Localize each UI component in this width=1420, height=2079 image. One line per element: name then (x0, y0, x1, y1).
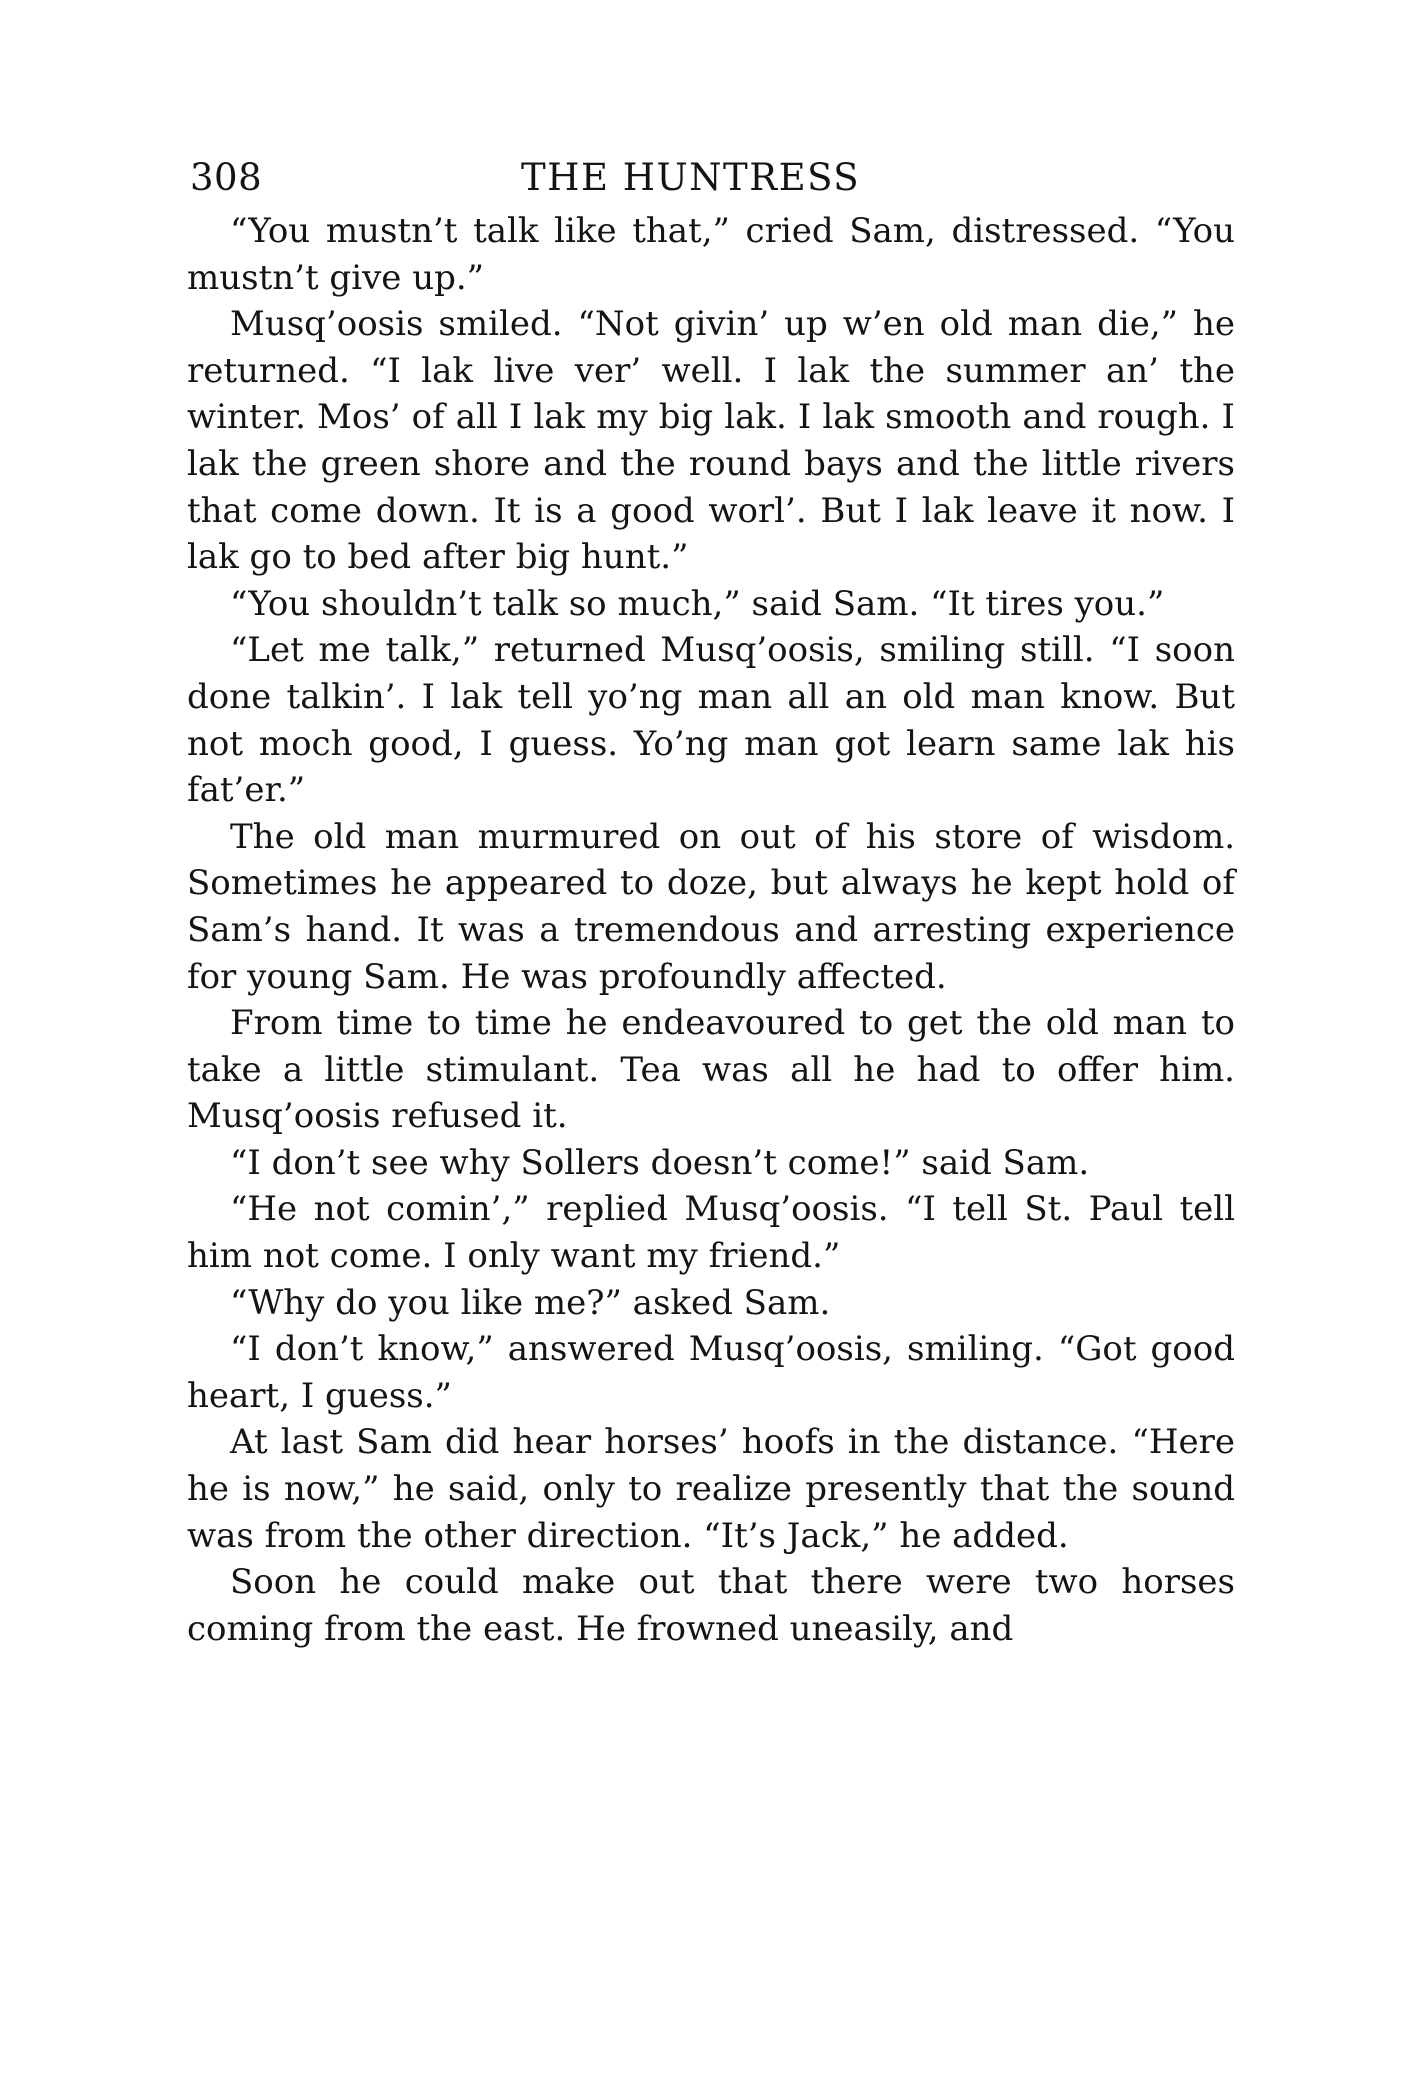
running-head (187, 150, 1235, 206)
paragraph: From time to time he endeavoured to get the old man to take a little stimulant. Tea was all he had to offer him. Musq’oosis refused it. (187, 1003, 1235, 1137)
running-title: THE HUNTRESS (521, 156, 861, 199)
paragraph: “You mustn’t talk like that,” cried Sam, distressed. “You mustn’t give up.” (187, 211, 1235, 298)
book-page (187, 150, 1235, 1652)
paragraph: “Why do you like me?” asked Sam. (230, 1282, 831, 1323)
body-text (187, 208, 1235, 1652)
paragraph: At last Sam did hear horses’ hoofs in the distance. “Here he is now,” he said, only to realize presently that the sound was from the other direction. “It’s Jack,” he added. (187, 1422, 1235, 1556)
paragraph: “You shouldn’t talk so much,” said Sam. “It tires you.” (230, 583, 1165, 624)
paragraph: The old man murmured on out of his store of wisdom. Sometimes he appeared to doze, but always he kept hold of Sam’s hand. It was a tremendous and arresting experience for young Sam. He was profoundly affected. (187, 816, 1235, 997)
paragraph: “He not comin’,” replied Musq’oosis. “I tell St. Paul tell him not come. I only want my friend.” (187, 1189, 1235, 1277)
paragraph: “I don’t know,” answered Musq’oosis, smiling. “Got good heart, I guess.” (187, 1329, 1235, 1416)
page-number: 308 (190, 156, 263, 199)
paragraph: “Let me talk,” returned Musq’oosis, smiling still. “I soon done talkin’. I lak tell yo’ng man all an old man know. But not moch good, I guess. Yo’ng man got learn same lak his fat’er.” (187, 630, 1235, 811)
paragraph: “I don’t see why Sollers doesn’t come!” said Sam. (230, 1142, 1090, 1183)
paragraph: Soon he could make out that there were two horses coming from the east. He frowned uneasily, and (187, 1562, 1235, 1649)
paragraph: Musq’oosis smiled. “Not givin’ up w’en old man die,” he returned. “I lak live ver’ well. I lak the summer an’ the winter. Mos’ of all I lak my big lak. I lak smooth and rough. I lak the green shore and the round bays and the little rivers that come down. It is a good worl’. But I lak leave it now. I lak go to bed after big hunt.” (187, 304, 1235, 578)
